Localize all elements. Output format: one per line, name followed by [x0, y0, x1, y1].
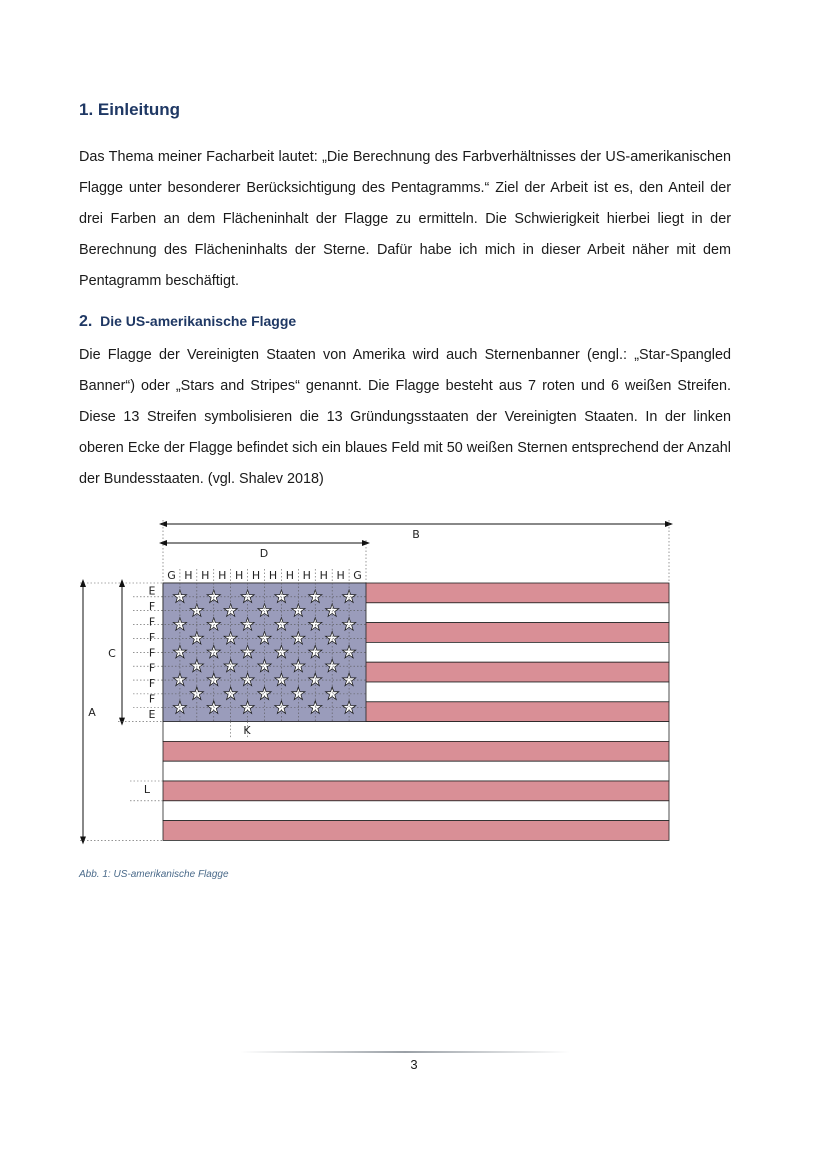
top-row-label: H	[184, 569, 193, 582]
red-stripe	[163, 781, 669, 801]
top-row-label: H	[201, 569, 210, 582]
label-b: B	[412, 528, 420, 541]
white-stripe	[163, 761, 669, 781]
top-row-label: G	[167, 569, 176, 582]
top-row-label: H	[336, 569, 345, 582]
top-row-label: H	[302, 569, 311, 582]
top-row-label: H	[234, 569, 244, 582]
heading-flagge-number: 2.	[79, 313, 93, 330]
top-row-label: H	[218, 569, 227, 582]
side-label: F	[148, 615, 156, 629]
side-label: F	[148, 661, 156, 675]
top-row-label: H	[285, 569, 295, 582]
label-l: L	[143, 783, 151, 796]
label-k: K	[243, 724, 251, 737]
flag-diagram	[0, 510, 828, 860]
white-stripe	[163, 722, 669, 742]
figure-caption: Abb. 1: US-amerikanische Flagge	[79, 869, 229, 880]
heading-flagge-title: Die US-amerikanische Flagge	[100, 313, 297, 329]
label-c: C	[108, 647, 116, 660]
white-stripe	[163, 801, 669, 821]
paragraph-flagge: Die Flagge der Vereinigten Staaten von Amerika wird auch Sternenbanner (engl.: „Star-Spangled Banner“) oder „Stars and Stripes“ genannt. Die Flagge besteht aus 7 roten und 6 weißen Streifen. Diese 13 Streifen symbolisieren die 13 Gründungsstaaten der Vereinigten Staaten. In der linken oberen Ecke der Flagge befindet sich ein blaues Feld mit 50 weißen Sternen entsprechend der Anzahl der Bundesstaaten. (vgl. Shalev 2018)	[79, 347, 731, 487]
flag-figure	[0, 510, 828, 860]
side-labels	[149, 585, 156, 721]
top-row-label: G	[353, 569, 362, 582]
footer-divider	[240, 1051, 570, 1053]
top-row-label: H	[251, 569, 261, 582]
side-label: F	[148, 692, 156, 706]
side-label: E	[148, 584, 156, 598]
label-d: D	[259, 547, 269, 560]
top-row-label: H	[268, 569, 278, 582]
red-stripe	[163, 821, 669, 841]
label-a: A	[88, 706, 96, 719]
side-label: F	[148, 630, 156, 644]
side-label: F	[148, 677, 156, 691]
heading-flagge	[79, 313, 296, 331]
side-label: E	[148, 707, 156, 721]
page-number: 3	[410, 1057, 418, 1072]
red-stripe	[163, 741, 669, 761]
side-label: F	[148, 646, 156, 660]
heading-einleitung: 1. Einleitung	[79, 100, 181, 119]
side-label: F	[148, 600, 156, 614]
top-row-label: H	[319, 569, 328, 582]
paragraph-einleitung: Das Thema meiner Facharbeit lautet: „Die Berechnung des Farbverhältnisses der US-amerikanischen Flagge unter besonderer Berücksichtigung des Pentagramms.“ Ziel der Arbeit ist es, den Anteil der drei Farben an dem Flächeninhalt der Flagge zu ermitteln. Die Schwierigkeit hierbei liegt in der Berechnung des Flächeninhalts der Sterne. Dafür habe ich mich in dieser Arbeit näher mit dem Pentagramm beschäftigt.	[79, 149, 731, 289]
